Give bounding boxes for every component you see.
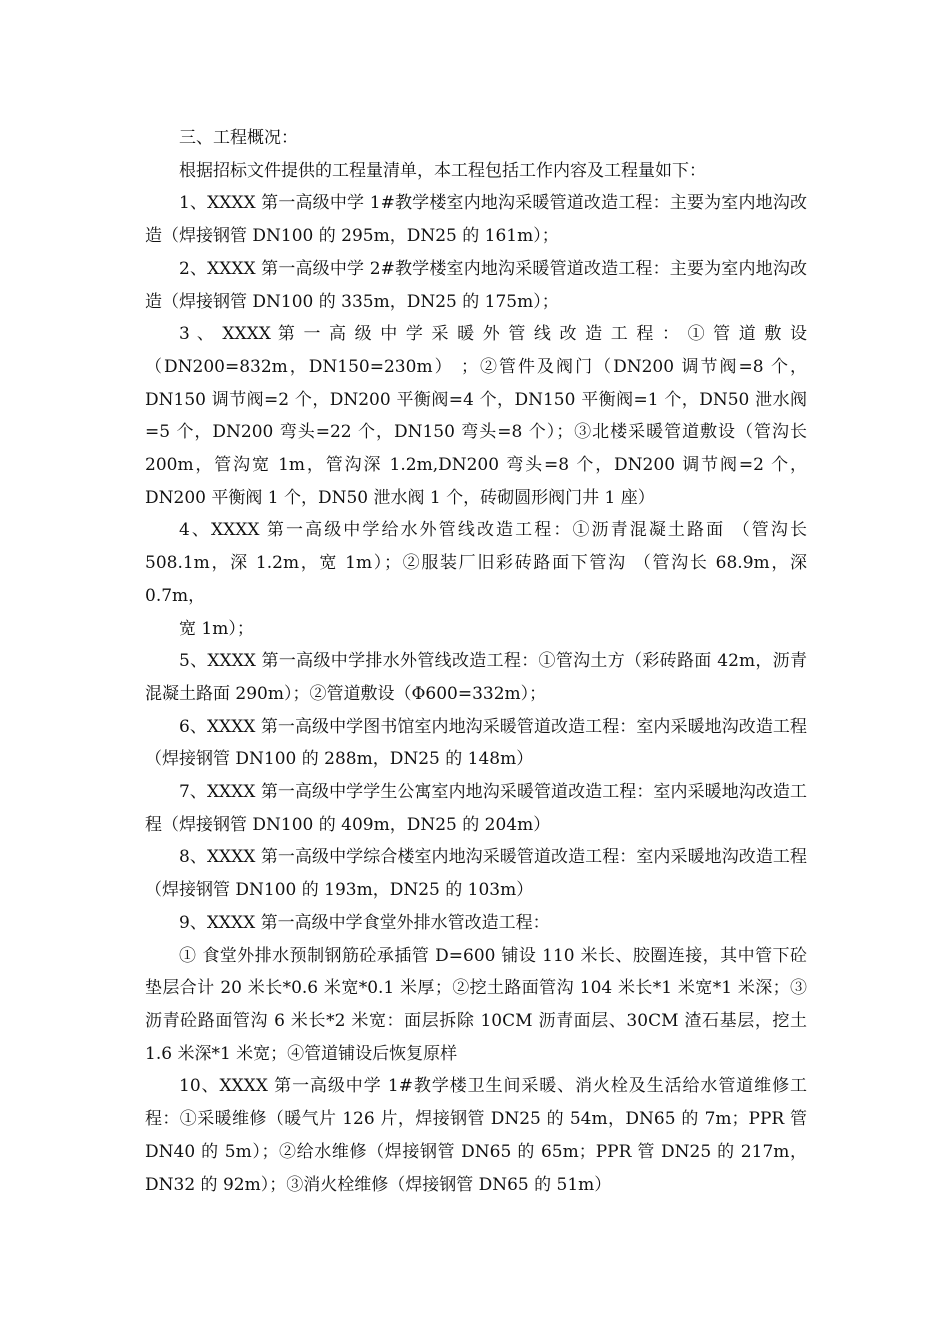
item-paragraph: 10、XXXX 第一高级中学 1#教学楼卫生间采暖、消火栓及生活给水管道维修工程：①采暖维修（暖气片 126 片，焊接钢管 DN25 的 54m，DN65 的 7m；PPR 管 DN40 的 5m）；②给水维修（焊接钢管 DN65 的 65m；PPR 管 DN25 的 217m，DN32 的 92m）；③消火栓维修（焊接钢管 DN65 的 51m）	[145, 1076, 807, 1195]
item-paragraph: 6、XXXX 第一高级中学图书馆室内地沟采暖管道改造工程：室内采暖地沟改造工程（焊接钢管 DN100 的 288m，DN25 的 148m）	[145, 716, 807, 770]
intro-paragraph: 根据招标文件提供的工程量清单，本工程包括工作内容及工程量如下：	[179, 160, 706, 181]
item-paragraph: 宽 1m）；	[179, 618, 254, 639]
section-heading: 三、工程概况：	[179, 128, 298, 148]
item-paragraph: 3 、 XXXX 第 一 高 级 中 学 采 暖 外 管 线 改 造 工 程 ： ① 管 道 敷 设 （DN200=832m，DN150=230m） ；②管件及阀门（DN200 调节阀=8 个，DN150 调节阀=2 个，DN200 平衡阀=4 个，DN150 平衡阀=1 个，DN50 泄水阀=5 个，DN200 弯头=22 个，DN150 弯头=8 个）；③北楼采暖管道敷设（管沟长 200m，管沟宽 1m，管沟深 1.2m,DN200 弯头=8 个，DN200 调节阀=2 个，DN200 平衡阀 1 个，DN50 泄水阀 1 个，砖砌圆形阀门井 1 座）	[145, 324, 807, 508]
item-paragraph: 5、XXXX 第一高级中学排水外管线改造工程：①管沟土方（彩砖路面 42m，沥青混凝土路面 290m）；②管道敷设（Φ600=332m）；	[145, 651, 807, 704]
document-body	[145, 122, 807, 1201]
item-paragraph: 4、XXXX 第一高级中学给水外管线改造工程：①沥青混凝土路面 （管沟长 508.1m，深 1.2m，宽 1m）；②服装厂旧彩砖路面下管沟 （管沟长 68.9m，深 0.7m，	[145, 520, 807, 606]
item-paragraph: 7、XXXX 第一高级中学学生公寓室内地沟采暖管道改造工程：室内采暖地沟改造工程（焊接钢管 DN100 的 409m，DN25 的 204m）	[145, 782, 807, 835]
item-paragraph: 1、XXXX 第一高级中学 1#教学楼室内地沟采暖管道改造工程：主要为室内地沟改造（焊接钢管 DN100 的 295m，DN25 的 161m）；	[145, 193, 807, 247]
item-paragraph: 8、XXXX 第一高级中学综合楼室内地沟采暖管道改造工程：室内采暖地沟改造工程（焊接钢管 DN100 的 193m，DN25 的 103m）	[145, 847, 807, 901]
item-paragraph: 9、XXXX 第一高级中学食堂外排水管改造工程：	[179, 912, 550, 933]
item-paragraph: ① 食堂外排水预制钢筋砼承插管 D=600 铺设 110 米长、胶圈连接，其中管下砼垫层合计 20 米长*0.6 米宽*0.1 米厚；②挖土路面管沟 104 米长*1 米宽*1 米深；③沥青砼路面管沟 6 米长*2 米宽：面层拆除 10CM 沥青面层、30CM 渣石基层，挖土 1.6 米深*1 米宽；④管道铺设后恢复原样	[145, 945, 807, 1064]
item-paragraph: 2、XXXX 第一高级中学 2#教学楼室内地沟采暖管道改造工程：主要为室内地沟改造（焊接钢管 DN100 的 335m，DN25 的 175m）；	[145, 258, 807, 312]
